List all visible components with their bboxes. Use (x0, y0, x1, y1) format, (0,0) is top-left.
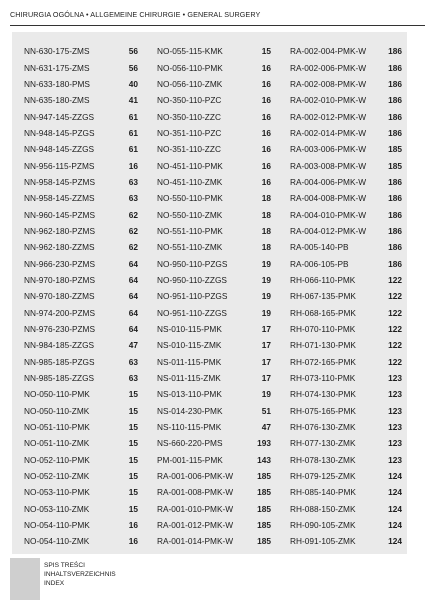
index-entry (24, 125, 138, 141)
index-entry (290, 403, 402, 419)
page-number: 18 (261, 193, 271, 204)
index-entry (24, 533, 138, 549)
page-number: 15 (128, 389, 138, 400)
page-number: 47 (261, 422, 271, 433)
index-entry (24, 484, 138, 500)
page-number: 47 (128, 340, 138, 351)
product-code: RA-002-006-PMK-W (290, 62, 367, 73)
page-number: 124 (388, 536, 402, 547)
index-entry (290, 76, 402, 92)
product-code: NN-947-145-ZZGS (24, 111, 95, 122)
page-number: 186 (388, 242, 402, 253)
index-entry (290, 206, 402, 222)
product-code: NN-985-185-PZGS (24, 356, 95, 367)
product-code: NN-633-180-PMS (24, 78, 90, 89)
product-code: NS-011-115-PMK (157, 356, 222, 367)
page-number: 16 (128, 520, 138, 531)
page-number: 19 (261, 291, 271, 302)
page-number: 143 (257, 454, 271, 465)
index-entry (157, 272, 271, 288)
index-entry (24, 76, 138, 92)
page-number: 64 (128, 324, 138, 335)
page-number: 122 (388, 324, 402, 335)
index-entry (157, 305, 271, 321)
page-number: 64 (128, 258, 138, 269)
index-entry (157, 435, 271, 451)
page-number: 63 (128, 176, 138, 187)
product-code: NS-660-220-PMS (157, 438, 223, 449)
product-code: NN-984-185-ZZGS (24, 340, 95, 351)
product-code: RH-073-110-PMK (290, 373, 356, 384)
product-code: NO-051-110-ZMK (24, 438, 90, 449)
index-entry (157, 206, 271, 222)
index-entry (290, 288, 402, 304)
page-number: 16 (128, 160, 138, 171)
page-number: 17 (261, 324, 271, 335)
page-number: 18 (261, 209, 271, 220)
product-code: NN-635-180-ZMS (24, 95, 90, 106)
product-code: RA-001-010-PMK-W (157, 503, 234, 514)
index-entry (157, 403, 271, 419)
page-number: 15 (128, 471, 138, 482)
index-entry (157, 517, 271, 533)
index-entry (24, 501, 138, 517)
index-entry (157, 337, 271, 353)
index-entry (24, 386, 138, 402)
page-number: 17 (261, 340, 271, 351)
product-code: NO-051-110-PMK (24, 422, 90, 433)
page-number: 18 (261, 225, 271, 236)
product-code: NN-974-200-PZMS (24, 307, 96, 318)
page-number: 15 (128, 487, 138, 498)
page-number: 64 (128, 274, 138, 285)
product-code: NN-970-180-ZZMS (24, 291, 95, 302)
product-code: NN-962-180-PZMS (24, 225, 96, 236)
product-code: RA-002-010-PMK-W (290, 95, 367, 106)
page-number: 56 (128, 62, 138, 73)
index-entry (157, 239, 271, 255)
index-entry (24, 435, 138, 451)
page-number: 19 (261, 307, 271, 318)
product-code: RH-070-110-PMK (290, 324, 356, 335)
product-code: RA-004-006-PMK-W (290, 176, 367, 187)
index-entry (24, 337, 138, 353)
product-code: RH-076-130-ZMK (290, 422, 356, 433)
index-entry (157, 533, 271, 549)
product-code: NN-948-145-PZGS (24, 127, 95, 138)
page-number: 122 (388, 307, 402, 318)
index-entry (290, 223, 402, 239)
index-entry (157, 288, 271, 304)
index-entry (290, 43, 402, 59)
page-number: 185 (257, 503, 271, 514)
page-number: 63 (128, 356, 138, 367)
index-entry (290, 468, 402, 484)
index-entry (157, 108, 271, 124)
index-entry (157, 452, 271, 468)
product-code: NS-011-115-ZMK (157, 373, 221, 384)
index-entry (24, 43, 138, 59)
index-column-3 (290, 43, 402, 550)
index-entry (290, 435, 402, 451)
footer-section-label (44, 562, 116, 588)
page-number: 124 (388, 487, 402, 498)
product-code: NO-350-110-ZZC (157, 111, 221, 122)
index-entry (290, 59, 402, 75)
product-code: RA-006-105-PB (290, 258, 349, 269)
index-entry (24, 190, 138, 206)
product-code: RH-066-110-PMK (290, 274, 356, 285)
page-number: 61 (128, 127, 138, 138)
product-code: RA-005-140-PB (290, 242, 349, 253)
page-number: 186 (388, 193, 402, 204)
footer-label-de: INHALTSVERZEICHNIS (44, 570, 116, 578)
index-entry (157, 255, 271, 271)
product-code: NO-451-110-ZMK (157, 176, 223, 187)
product-code: NO-951-110-PZGS (157, 291, 228, 302)
product-code: RA-004-012-PMK-W (290, 225, 367, 236)
index-entry (24, 272, 138, 288)
page-number: 16 (261, 78, 271, 89)
index-entry (24, 255, 138, 271)
product-code: NO-351-110-PZC (157, 127, 222, 138)
index-entry (157, 43, 271, 59)
index-panel (12, 32, 407, 554)
page-number: 15 (128, 422, 138, 433)
index-entry (24, 403, 138, 419)
page-number: 122 (388, 356, 402, 367)
product-code: NO-551-110-ZMK (157, 242, 223, 253)
footer-tab-marker (10, 558, 40, 600)
index-entry (290, 370, 402, 386)
page-number: 123 (388, 422, 402, 433)
index-entry (24, 59, 138, 75)
page-number: 62 (128, 225, 138, 236)
product-code: RA-003-008-PMK-W (290, 160, 367, 171)
page-number: 124 (388, 520, 402, 531)
index-column-2 (157, 43, 271, 550)
index-entry (157, 501, 271, 517)
index-entry (24, 206, 138, 222)
product-code: RH-090-105-ZMK (290, 520, 356, 531)
product-code: RA-002-012-PMK-W (290, 111, 367, 122)
page-number: 16 (261, 176, 271, 187)
product-code: RH-077-130-ZMK (290, 438, 356, 449)
footer-label-pl: SPIS TREŚCI (44, 562, 85, 569)
product-code: NN-962-180-ZZMS (24, 242, 95, 253)
page-number: 186 (388, 111, 402, 122)
index-entry (24, 108, 138, 124)
page-number: 16 (261, 144, 271, 155)
page-number: 15 (128, 503, 138, 514)
page-number: 186 (388, 95, 402, 106)
index-entry (157, 354, 271, 370)
page-number: 185 (257, 487, 271, 498)
page-number: 186 (388, 127, 402, 138)
page-number: 19 (261, 258, 271, 269)
page-number: 62 (128, 242, 138, 253)
index-entry (157, 141, 271, 157)
index-entry (290, 533, 402, 549)
product-code: RH-075-165-PMK (290, 405, 356, 416)
page-number: 64 (128, 307, 138, 318)
page-number: 61 (128, 111, 138, 122)
page-number: 185 (388, 160, 402, 171)
page-number: 15 (128, 405, 138, 416)
page-number: 186 (388, 209, 402, 220)
index-entry (24, 92, 138, 108)
page-number: 64 (128, 291, 138, 302)
index-entry (157, 386, 271, 402)
product-code: NS-013-110-PMK (157, 389, 222, 400)
product-code: NO-950-110-PZGS (157, 258, 228, 269)
product-code: RA-003-006-PMK-W (290, 144, 367, 155)
product-code: RA-002-008-PMK-W (290, 78, 367, 89)
product-code: NN-985-185-ZZGS (24, 373, 95, 384)
product-code: RH-085-140-PMK (290, 487, 356, 498)
page-header: CHIRURGIA OGÓLNA • ALLGEMEINE CHIRURGIE • GENERAL SURGERY (10, 10, 261, 19)
index-entry (157, 92, 271, 108)
page-number: 122 (388, 274, 402, 285)
page-number: 15 (128, 438, 138, 449)
page-number: 51 (261, 405, 271, 416)
product-code: NN-630-175-ZMS (24, 46, 90, 57)
page-number: 16 (261, 127, 271, 138)
index-entry (24, 239, 138, 255)
index-entry (24, 517, 138, 533)
index-entry (157, 76, 271, 92)
page-number: 63 (128, 193, 138, 204)
index-entry (290, 239, 402, 255)
index-entry (24, 468, 138, 484)
product-code: NS-010-115-PMK (157, 324, 222, 335)
index-entry (24, 452, 138, 468)
product-code: NO-050-110-PMK (24, 389, 90, 400)
product-code: NN-631-175-ZMS (24, 62, 90, 73)
footer-label-en: INDEX (44, 579, 65, 587)
index-entry (290, 190, 402, 206)
product-code: PM-001-115-PMK (157, 454, 223, 465)
product-code: RH-079-125-ZMK (290, 471, 356, 482)
page-number: 18 (261, 242, 271, 253)
product-code: NS-014-230-PMK (157, 405, 223, 416)
page-number: 186 (388, 176, 402, 187)
product-code: NO-351-110-ZZC (157, 144, 221, 155)
index-entry (290, 517, 402, 533)
product-code: NO-350-110-PZC (157, 95, 222, 106)
product-code: RA-001-012-PMK-W (157, 520, 234, 531)
index-entry (24, 157, 138, 173)
page-number: 122 (388, 291, 402, 302)
page-number: 17 (261, 356, 271, 367)
product-code: NN-960-145-PZMS (24, 209, 96, 220)
product-code: NN-958-145-ZZMS (24, 193, 95, 204)
index-column-1 (24, 43, 138, 550)
index-entry (24, 223, 138, 239)
page-number: 193 (257, 438, 271, 449)
product-code: NO-054-110-ZMK (24, 536, 90, 547)
product-code: NO-551-110-PMK (157, 225, 223, 236)
product-code: NO-052-110-ZMK (24, 471, 90, 482)
product-code: NO-550-110-ZMK (157, 209, 223, 220)
index-entry (290, 125, 402, 141)
page-number: 19 (261, 389, 271, 400)
index-entry (24, 321, 138, 337)
page-number: 185 (257, 471, 271, 482)
index-entry (290, 141, 402, 157)
index-entry (290, 272, 402, 288)
product-code: NO-056-110-ZMK (157, 78, 223, 89)
product-code: RH-068-165-PMK (290, 307, 356, 318)
product-code: RA-004-008-PMK-W (290, 193, 367, 204)
index-entry (24, 370, 138, 386)
product-code: RA-002-014-PMK-W (290, 127, 367, 138)
page-number: 186 (388, 225, 402, 236)
product-code: RH-072-165-PMK (290, 356, 356, 367)
product-code: NN-970-180-PZMS (24, 274, 96, 285)
page-number: 185 (257, 520, 271, 531)
page-number: 124 (388, 503, 402, 514)
page-number: 123 (388, 389, 402, 400)
product-code: NN-958-145-PZMS (24, 176, 96, 187)
page-number: 186 (388, 258, 402, 269)
product-code: NO-050-110-ZMK (24, 405, 90, 416)
page-number: 16 (128, 536, 138, 547)
page-number: 19 (261, 274, 271, 285)
product-code: RH-074-130-PMK (290, 389, 356, 400)
product-code: NN-976-230-PZMS (24, 324, 96, 335)
index-entry (290, 484, 402, 500)
page-number: 63 (128, 373, 138, 384)
product-code: RA-004-010-PMK-W (290, 209, 367, 220)
page-number: 40 (128, 78, 138, 89)
product-code: NO-052-110-PMK (24, 454, 90, 465)
product-code: NO-951-110-ZZGS (157, 307, 227, 318)
page-number: 17 (261, 373, 271, 384)
page-number: 16 (261, 111, 271, 122)
page-number: 123 (388, 373, 402, 384)
product-code: RA-001-008-PMK-W (157, 487, 234, 498)
page-number: 41 (128, 95, 138, 106)
index-entry (157, 174, 271, 190)
index-entry (290, 108, 402, 124)
index-entry (24, 354, 138, 370)
product-code: NO-054-110-PMK (24, 520, 90, 531)
page-number: 186 (388, 46, 402, 57)
page-number: 16 (261, 160, 271, 171)
product-code: NN-956-115-PZMS (24, 160, 95, 171)
product-code: NO-950-110-ZZGS (157, 274, 227, 285)
page-number: 122 (388, 340, 402, 351)
index-entry (290, 92, 402, 108)
product-code: NS-110-115-PMK (157, 422, 222, 433)
index-entry (24, 141, 138, 157)
index-entry (157, 468, 271, 484)
index-entry (157, 223, 271, 239)
index-entry (290, 501, 402, 517)
index-entry (290, 255, 402, 271)
index-entry (157, 59, 271, 75)
index-entry (157, 484, 271, 500)
index-entry (24, 288, 138, 304)
product-code: RH-078-130-ZMK (290, 454, 356, 465)
product-code: NS-010-115-ZMK (157, 340, 222, 351)
product-code: NO-451-110-PMK (157, 160, 223, 171)
page-number: 185 (388, 144, 402, 155)
page-number: 186 (388, 62, 402, 73)
product-code: RH-091-105-ZMK (290, 536, 356, 547)
product-code: NO-055-115-KMK (157, 46, 223, 57)
product-code: NN-948-145-ZZGS (24, 144, 95, 155)
header-divider (10, 25, 425, 26)
index-entry (290, 305, 402, 321)
product-code: NO-053-110-PMK (24, 487, 90, 498)
product-code: RA-001-014-PMK-W (157, 536, 234, 547)
index-entry (157, 370, 271, 386)
index-entry (290, 419, 402, 435)
index-entry (24, 305, 138, 321)
page-number: 16 (261, 95, 271, 106)
product-code: RA-002-004-PMK-W (290, 46, 367, 57)
index-entry (290, 452, 402, 468)
index-entry (290, 174, 402, 190)
index-entry (290, 386, 402, 402)
product-code: RH-067-135-PMK (290, 291, 356, 302)
index-entry (290, 157, 402, 173)
product-code: NO-056-110-PMK (157, 62, 223, 73)
index-entry (157, 321, 271, 337)
page-number: 61 (128, 144, 138, 155)
product-code: RA-001-006-PMK-W (157, 471, 234, 482)
page-number: 15 (128, 454, 138, 465)
product-code: NN-966-230-PZMS (24, 258, 96, 269)
index-entry (290, 337, 402, 353)
product-code: NO-550-110-PMK (157, 193, 223, 204)
index-entry (157, 190, 271, 206)
page-number: 186 (388, 78, 402, 89)
page-number: 124 (388, 471, 402, 482)
index-entry (157, 157, 271, 173)
product-code: NO-053-110-ZMK (24, 503, 90, 514)
index-entry (24, 174, 138, 190)
page-number: 56 (128, 46, 138, 57)
page-number: 16 (261, 62, 271, 73)
page-number: 15 (261, 46, 271, 57)
index-entry (290, 354, 402, 370)
page-number: 123 (388, 438, 402, 449)
index-entry (290, 321, 402, 337)
page-number: 123 (388, 405, 402, 416)
product-code: RH-071-130-PMK (290, 340, 356, 351)
index-entry (157, 419, 271, 435)
product-code: RH-088-150-ZMK (290, 503, 356, 514)
index-entry (157, 125, 271, 141)
page-number: 62 (128, 209, 138, 220)
page-number: 123 (388, 454, 402, 465)
page-number: 185 (257, 536, 271, 547)
index-entry (24, 419, 138, 435)
